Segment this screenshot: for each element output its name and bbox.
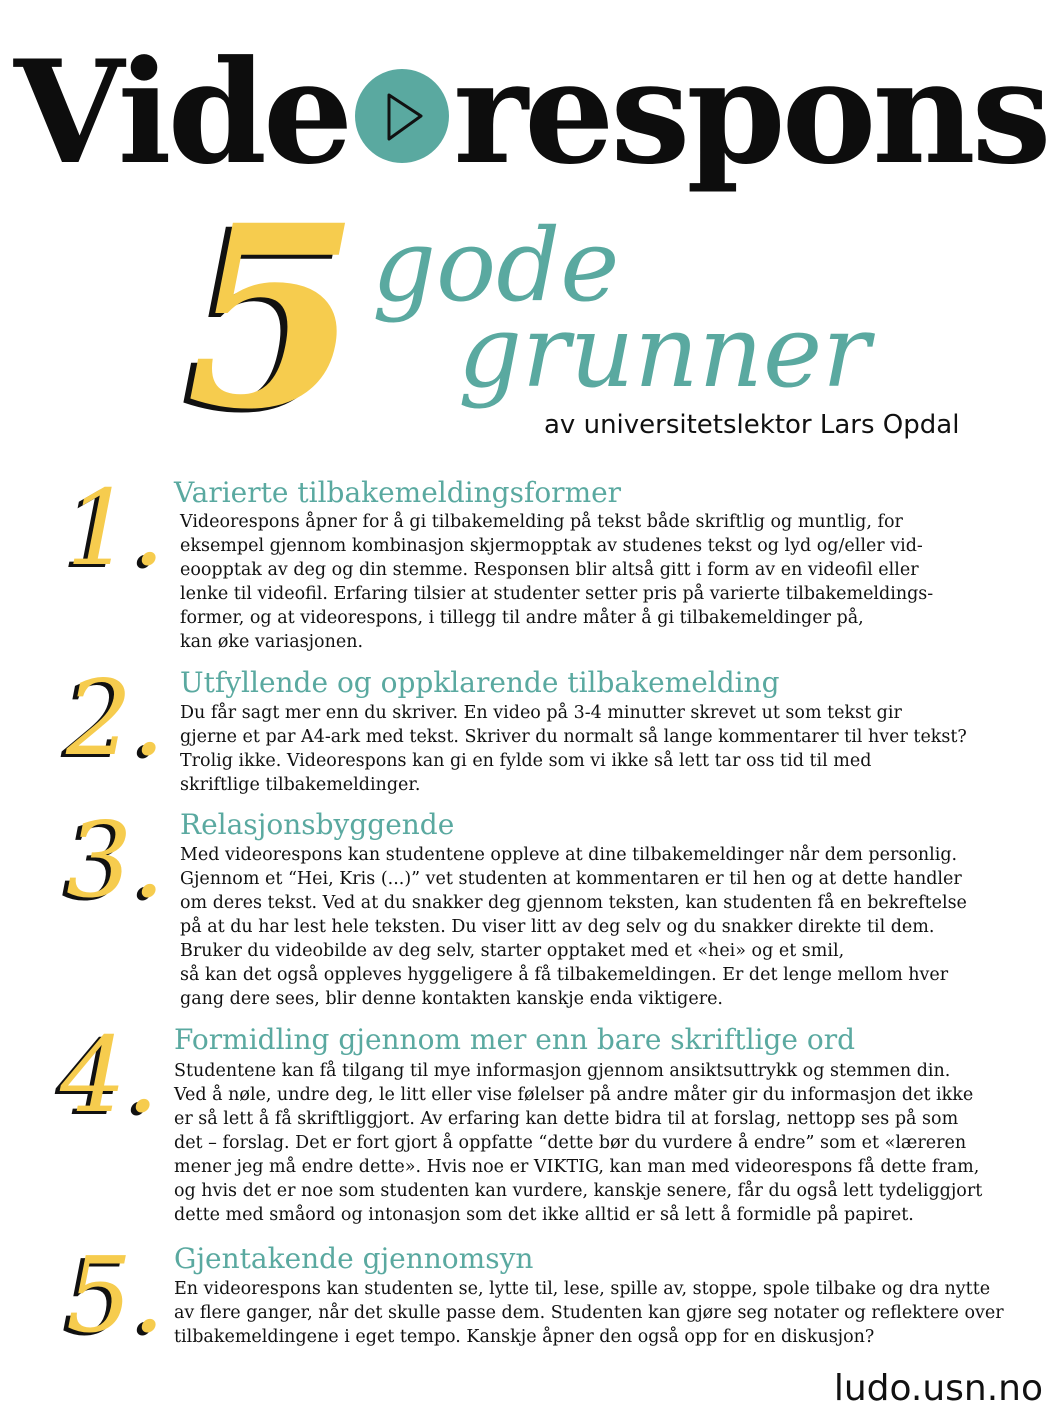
body-line: skriftlige tilbakemeldinger. xyxy=(180,775,421,795)
body-line: eoopptak av deg og din stemme. Responsen blir altså gitt i form av en videofil eller xyxy=(180,560,919,580)
body-line: gang dere sees, blir denne kontakten kanskje enda viktigere. xyxy=(180,989,723,1009)
body-line: dette med småord og intonasjon som det ikke alltid er så lett å formidle på papiret. xyxy=(174,1205,914,1225)
body-line: Gjennom et “Hei, Kris (...)” vet studenten at kommentaren er til hen og at dette handler xyxy=(180,869,962,889)
body-line: former, og at videorespons, i tillegg til andre måter å gi tilbakemeldinger på, xyxy=(180,608,864,628)
body-line: lenke til videofil. Erfaring tilsier at studenter setter pris på varierte tilbakemeldings- xyxy=(180,584,934,604)
footer-url: ludo.usn.no xyxy=(833,1368,1043,1409)
body-line: Ved å nøle, undre deg, le litt eller vise følelser på andre måter gir du informasjon det ikke xyxy=(174,1085,974,1105)
reason-4-body xyxy=(174,1059,982,1227)
play-icon xyxy=(355,69,449,163)
reason-5-body xyxy=(174,1277,1004,1349)
subtitle-grunner: grunner xyxy=(458,293,871,410)
body-line: så kan det også oppleves hyggeligere å få tilbakemeldingen. Er det lenge mellom hver xyxy=(180,965,949,985)
body-line: Studentene kan få tilgang til mye informasjon gjennom ansiktsuttrykk og stemmen din. xyxy=(174,1061,951,1081)
reason-4-title: Formidling gjennom mer enn bare skriftlige ord xyxy=(174,1023,856,1056)
body-line: av flere ganger, når det skulle passe dem. Studenten kan gjøre seg notater og reflektere over xyxy=(174,1303,1004,1323)
body-line: tilbakemeldingene i eget tempo. Kanskje åpner den også opp for en diskusjon? xyxy=(174,1327,875,1347)
reason-5-title: Gjentakende gjennomsyn xyxy=(174,1242,534,1275)
byline: av universitetslektor Lars Opdal xyxy=(544,410,960,440)
body-line: En videorespons kan studenten se, lytte til, lese, spille av, stoppe, spole tilbake og dra nytte xyxy=(174,1279,991,1299)
body-line: kan øke variasjonen. xyxy=(180,632,364,652)
body-line: Videorespons åpner for å gi tilbakemelding på tekst både skriftlig og muntlig, for xyxy=(180,512,903,532)
reason-3-body xyxy=(180,843,967,1011)
body-line: og hvis det er noe som studenten kan vurdere, kanskje senere, får du også lett tydeliggjort xyxy=(174,1181,983,1201)
title-right: respons xyxy=(453,30,1048,196)
body-line: er så lett å få skriftliggjort. Av erfaring kan dette bidra til at forslag, nettopp ses på som xyxy=(174,1109,959,1129)
body-line: Bruker du videobilde av deg selv, starter opptaket med et «hei» og et smil, xyxy=(180,941,845,961)
big-number-five: 5 xyxy=(186,170,360,464)
body-line: det – forslag. Det er fort gjort å oppfatte “dette bør du vurdere å endre” som et «læreren xyxy=(174,1133,967,1153)
body-line: på at du har lest hele teksten. Du viser litt av deg selv og du snakker direkte til dem. xyxy=(180,917,935,937)
body-line: eksempel gjennom kombinasjon skjermopptak av studenes tekst og lyd og/eller vid- xyxy=(180,536,923,556)
reason-5-number: 5. xyxy=(66,1234,166,1356)
body-line: mener jeg må endre dette». Hvis noe er VIKTIG, kan man med videorespons få dette fram, xyxy=(174,1157,980,1177)
body-line: Med videorespons kan studentene oppleve at dine tilbakemeldinger når dem personlig. xyxy=(180,845,958,865)
reason-1-title: Varierte tilbakemeldingsformer xyxy=(174,476,622,509)
reason-2-title: Utfyllende og oppklarende tilbakemelding xyxy=(180,666,780,699)
body-line: Trolig ikke. Videorespons kan gi en fylde som vi ikke så lett tar oss tid til med xyxy=(180,751,872,771)
reason-3-number: 3. xyxy=(66,799,166,921)
page-title xyxy=(14,18,1054,208)
body-line: om deres tekst. Ved at du snakker deg gjennom teksten, kan studenten få en bekreftelse xyxy=(180,893,967,913)
subtitle-gode: gode xyxy=(372,207,620,324)
reason-2-body xyxy=(180,701,967,797)
reason-3-title: Relasjonsbyggende xyxy=(180,808,455,841)
title-left: Vide xyxy=(14,30,350,196)
reason-1-body xyxy=(180,510,933,654)
reason-2-number: 2. xyxy=(66,657,166,779)
body-line: Du får sagt mer enn du skriver. En video på 3-4 minutter skrevet ut som tekst gir xyxy=(180,703,902,723)
body-line: gjerne et par A4-ark med tekst. Skriver du normalt så lange kommentarer til hver tekst? xyxy=(180,727,967,747)
reason-1-number: 1. xyxy=(66,467,166,589)
reason-4-number: 4. xyxy=(60,1014,160,1136)
